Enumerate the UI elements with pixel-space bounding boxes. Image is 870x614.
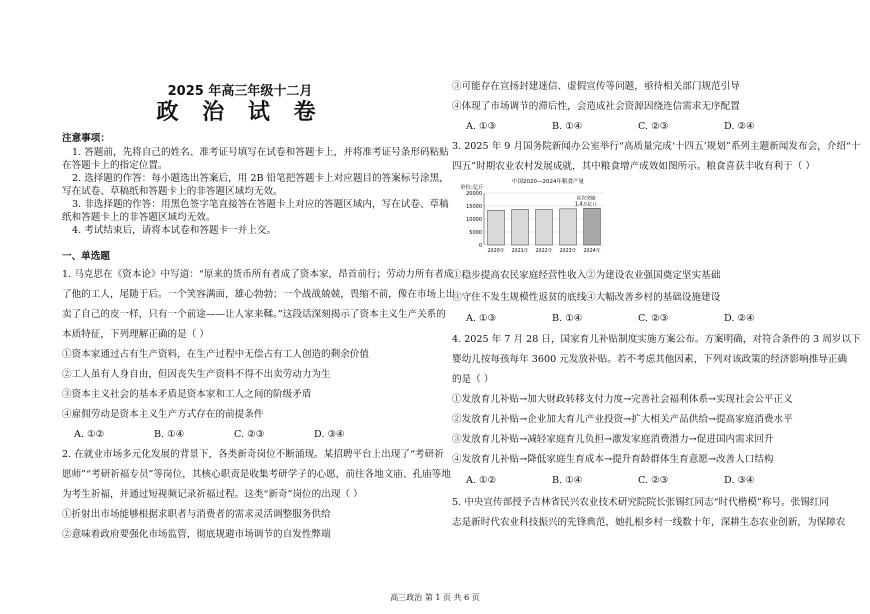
q2-stem: 愿师”“考研祈福专员”等岗位，其核心职责是收集考研学子的心愿，前往各地文庙、孔庙等地 — [62, 469, 451, 480]
x-tick-label: 2021年 — [511, 249, 529, 254]
option-d[interactable]: D. ②④ — [724, 121, 755, 132]
notes-line: 4. 考试结束后，请将本试卷和答题卡一并上交。 — [72, 225, 277, 236]
q4-item: ③发放育儿补贴→减轻家庭育儿负担→激发家庭消费潜力→促进国内需求回升 — [452, 434, 774, 445]
chart-bars — [488, 208, 601, 245]
bar — [560, 209, 577, 245]
q3-stem: 四五”时期农业农村发展成就，其中粮食增产成效如图所示。粮食喜获丰收有利于（ ） — [452, 161, 815, 172]
q2-stem: 为考生祈福，并通过短视频记录祈福过程。这类“新奇”岗位的出现（ ） — [62, 489, 363, 500]
notes-line: 纸和答题卡上的非答题区域均无效。 — [62, 212, 216, 223]
y-tick-label: 20000 — [466, 191, 482, 197]
x-tick-label: 2020年 — [487, 249, 505, 254]
q2-item: ④体现了市场调节的滞后性，会造成社会资源因绕连信需求无序配置 — [452, 101, 740, 112]
option-a[interactable]: A. ①② — [466, 475, 497, 486]
q2-item: ③可能存在宣扬封建迷信、虚假宣传等问题，亟待相关部门规范引导 — [452, 81, 740, 92]
q4-item: ②发放育儿补贴→企业加大育儿产业投资→扩大相关产品供给→提高家庭消费水平 — [452, 414, 793, 425]
q2-stem: 2. 在就业市场多元化发展的背景下，各类新奇岗位不断涌现。某招聘平台上出现了“考研祈 — [62, 449, 444, 460]
bar — [584, 208, 601, 245]
y-tick-label: 15000 — [466, 204, 482, 210]
y-tick-label: 10000 — [466, 217, 482, 223]
notes-line: 3. 非选择题的作答：用黑色签字笔直接答在答题卡上对应的答题区域内，写在试卷、草稿 — [72, 199, 449, 210]
option-c[interactable]: C. ②③ — [638, 475, 669, 486]
chart-title: 中国2020—2024年粮食产量 — [512, 179, 584, 185]
q4-stem: 4. 2025 年 7 月 28 日，国家育儿补贴制度实施方案公布。方案明确，对符合条件的 3 周岁以下 — [452, 334, 861, 345]
q1-item: ②工人虽有人身自由，但因丧失生产资料不得不出卖劳动力为生 — [62, 369, 331, 380]
option-c[interactable]: C. ②③ — [638, 121, 669, 132]
q1-options — [74, 428, 394, 441]
chart-xlabels — [487, 247, 600, 254]
option-a[interactable]: A. ①③ — [466, 121, 497, 132]
q4-item: ④发放育儿补贴→降低家庭生育成本→提升育龄群体生育意愿→改善人口结构 — [452, 454, 774, 465]
q1-stem: 本质特征，下列理解正确的是（ ） — [62, 329, 209, 340]
q3-stem: 3. 2025 年 9 月国务院新闻办公室举行“高质量完成‘十四五’规划”系列主题新闻发布会，介绍“十 — [452, 141, 861, 152]
notes-line: 2. 选择题的作答：每小题选出答案后，用 2B 铅笔把答题卡上对应题目的答案标号涂黑， — [72, 173, 449, 184]
q3-item: ①稳步提高农民家庭经营性收入 — [452, 270, 587, 281]
q1-stem: 1. 马克思在《资本论》中写道：“原来的货币所有者成了资本家，昂首前行；劳动力所有者成 — [62, 269, 454, 280]
notes-heading: 注意事项： — [62, 133, 110, 144]
option-b[interactable]: B. ①④ — [154, 429, 185, 440]
chart-annotation — [575, 194, 597, 207]
q1-item: ①资本家通过占有生产资料，在生产过程中无偿占有工人创造的剩余价值 — [62, 349, 369, 360]
option-a[interactable]: A. ①② — [74, 429, 105, 440]
option-c[interactable]: C. ②③ — [638, 313, 669, 324]
q5-stem: 5. 中央宣传部授予吉林省民兴农业技术研究院院长张锡红同志“时代楷模”称号。张锡红同 — [452, 497, 829, 508]
bar — [488, 210, 505, 245]
q3-options — [466, 312, 810, 325]
q3-item: ②为建设农业强国奠定坚实基础 — [586, 270, 721, 281]
q3-item: ④大幅改善乡村的基础设施建设 — [586, 292, 721, 303]
option-a[interactable]: A. ①③ — [466, 313, 497, 324]
q1-item: ③资本主义社会的基本矛盾是资本家和工人之间的阶级矛盾 — [62, 389, 312, 400]
x-tick-label: 2022年 — [535, 249, 553, 254]
q4-stem: 的是（ ） — [452, 374, 494, 385]
option-d[interactable]: D. ③④ — [724, 475, 755, 486]
bar — [536, 209, 553, 245]
q1-stem: 了他的工人，尾随于后。一个笑容满面，雄心勃勃；一个战战兢兢，畏缩不前，像在市场上出 — [62, 289, 456, 300]
notes-line: 写在试卷、草稿纸和答题卡上的非答题区域均无效。 — [62, 186, 283, 197]
annotation-line: 1.4万亿斤 — [574, 202, 598, 208]
option-b[interactable]: B. ①④ — [552, 313, 583, 324]
option-c[interactable]: C. ②③ — [234, 429, 265, 440]
x-tick-label: 2023年 — [559, 249, 577, 254]
option-d[interactable]: D. ③④ — [314, 429, 345, 440]
page-footer: 高三政治 第 1 页 共 6 页 — [390, 593, 480, 602]
y-tick-label: 5000 — [469, 230, 482, 236]
bar — [512, 209, 529, 245]
q3-item: ③守住不发生规模性返贫的底线 — [452, 292, 587, 303]
q1-item: ④雇佣劳动是资本主义生产方式存在的前提条件 — [62, 409, 264, 420]
q2-item: ②意味着政府要强化市场监管，彻底规避市场调节的自发性弊端 — [62, 529, 331, 540]
q4-options — [466, 474, 810, 487]
subject-title: 政 治 试 卷 — [156, 99, 324, 125]
option-d[interactable]: D. ②④ — [724, 313, 755, 324]
option-b[interactable]: B. ①④ — [552, 121, 583, 132]
option-b[interactable]: B. ①④ — [552, 475, 583, 486]
chart-ylabel: 单位:亿斤 — [460, 185, 484, 191]
q2-options — [466, 120, 810, 133]
exam-line: 2025 年高三年级十二月 — [167, 84, 313, 99]
y-tick-label: 0 — [478, 243, 482, 249]
q1-stem: 卖了自己的皮一样，只有一个前途——让人家来鞣。”这段话深刻揭示了资本主义生产关系的 — [62, 309, 446, 320]
q4-item: ①发放育儿补贴→加大财政转移支付力度→完善社会福利体系→实现社会公平正义 — [452, 394, 793, 405]
q4-stem: 婴幼儿按每孩每年 3600 元发放补贴。若不考虑其他因素，下列对该政策的经济影响推导正确 — [452, 354, 848, 365]
q2-item: ①折射出市场能够根据求职者与消费者的需求灵活调整服务供给 — [62, 509, 331, 520]
x-tick-label: 2024年 — [583, 249, 601, 254]
annotation-line: 首次突破 — [576, 196, 596, 202]
q5-stem: 志是新时代农业科技振兴的先锋典范，她扎根乡村一线数十年，深耕生态农业创新，为保障农 — [452, 517, 846, 528]
notes-line: 1. 答题前，先将自己的姓名、准考证号填写在试卷和答题卡上，并将准考证号条形码粘贴 — [72, 147, 449, 158]
section-heading: 一、单选题 — [62, 251, 110, 262]
grain-chart — [458, 175, 608, 257]
notes-line: 在答题卡上的指定位置。 — [62, 160, 168, 171]
